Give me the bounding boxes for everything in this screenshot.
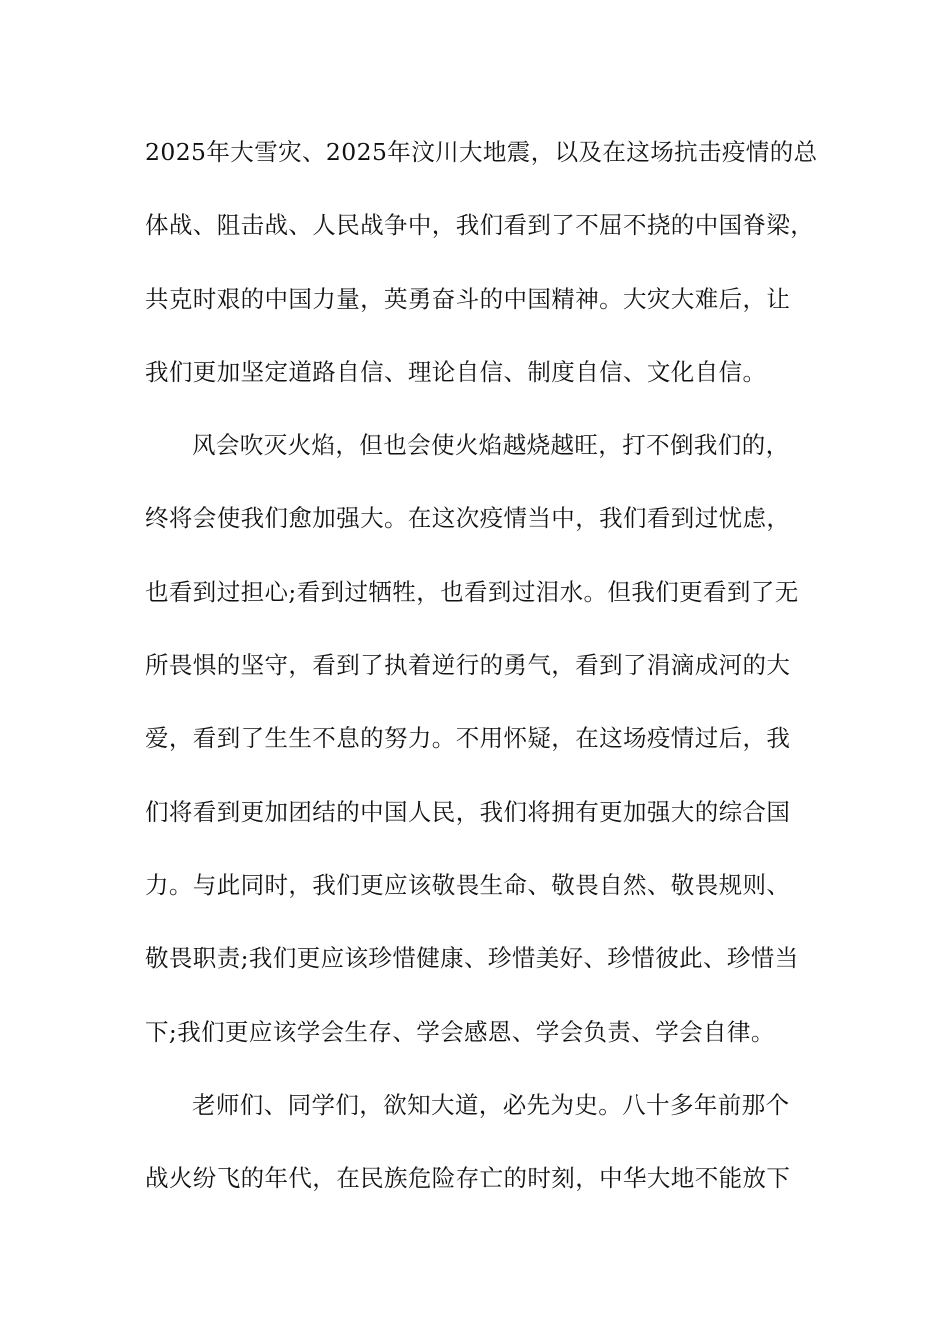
text-line: 2025年大雪灾、2025年汶川大地震，以及在这场抗击疫情的总: [145, 138, 818, 166]
paragraph-first-line: 风会吹灭火焰，但也会使火焰越烧越旺，打不倒我们的，: [192, 431, 790, 460]
text-line: 所畏惧的坚守，看到了执着逆行的勇气，看到了涓滴成河的大: [145, 651, 791, 680]
paragraph-first-line: 老师们、同学们，欲知大道，必先为史。八十多年前那个: [192, 1090, 790, 1119]
text-line: 战火纷飞的年代，在民族危险存亡的时刻，中华大地不能放下: [145, 1164, 791, 1193]
text-line: 也看到过担心;看到过牺牲，也看到过泪水。但我们更看到了无: [145, 577, 799, 606]
text-line: 体战、阻击战、人民战争中，我们看到了不屈不挠的中国脊梁，: [145, 211, 815, 240]
text-line: 共克时艰的中国力量，英勇奋斗的中国精神。大灾大难后，让: [145, 284, 791, 313]
body-text: [145, 128, 818, 1227]
text-line: 终将会使我们愈加强大。在这次疫情当中，我们看到过忧虑，: [145, 504, 791, 533]
text-line: 们将看到更加团结的中国人民，我们将拥有更加强大的综合国: [145, 797, 791, 826]
text-line: 爱，看到了生生不息的努力。不用怀疑，在这场疫情过后，我: [145, 724, 791, 753]
text-line: 下;我们更应该学会生存、学会感恩、学会负责、学会自律。: [145, 1017, 775, 1046]
text-line: 敬畏职责;我们更应该珍惜健康、珍惜美好、珍惜彼此、珍惜当: [145, 944, 799, 973]
text-line: 力。与此同时，我们更应该敬畏生命、敬畏自然、敬畏规则、: [145, 870, 791, 899]
text-line: 我们更加坚定道路自信、理论自信、制度自信、文化自信。: [145, 357, 767, 386]
